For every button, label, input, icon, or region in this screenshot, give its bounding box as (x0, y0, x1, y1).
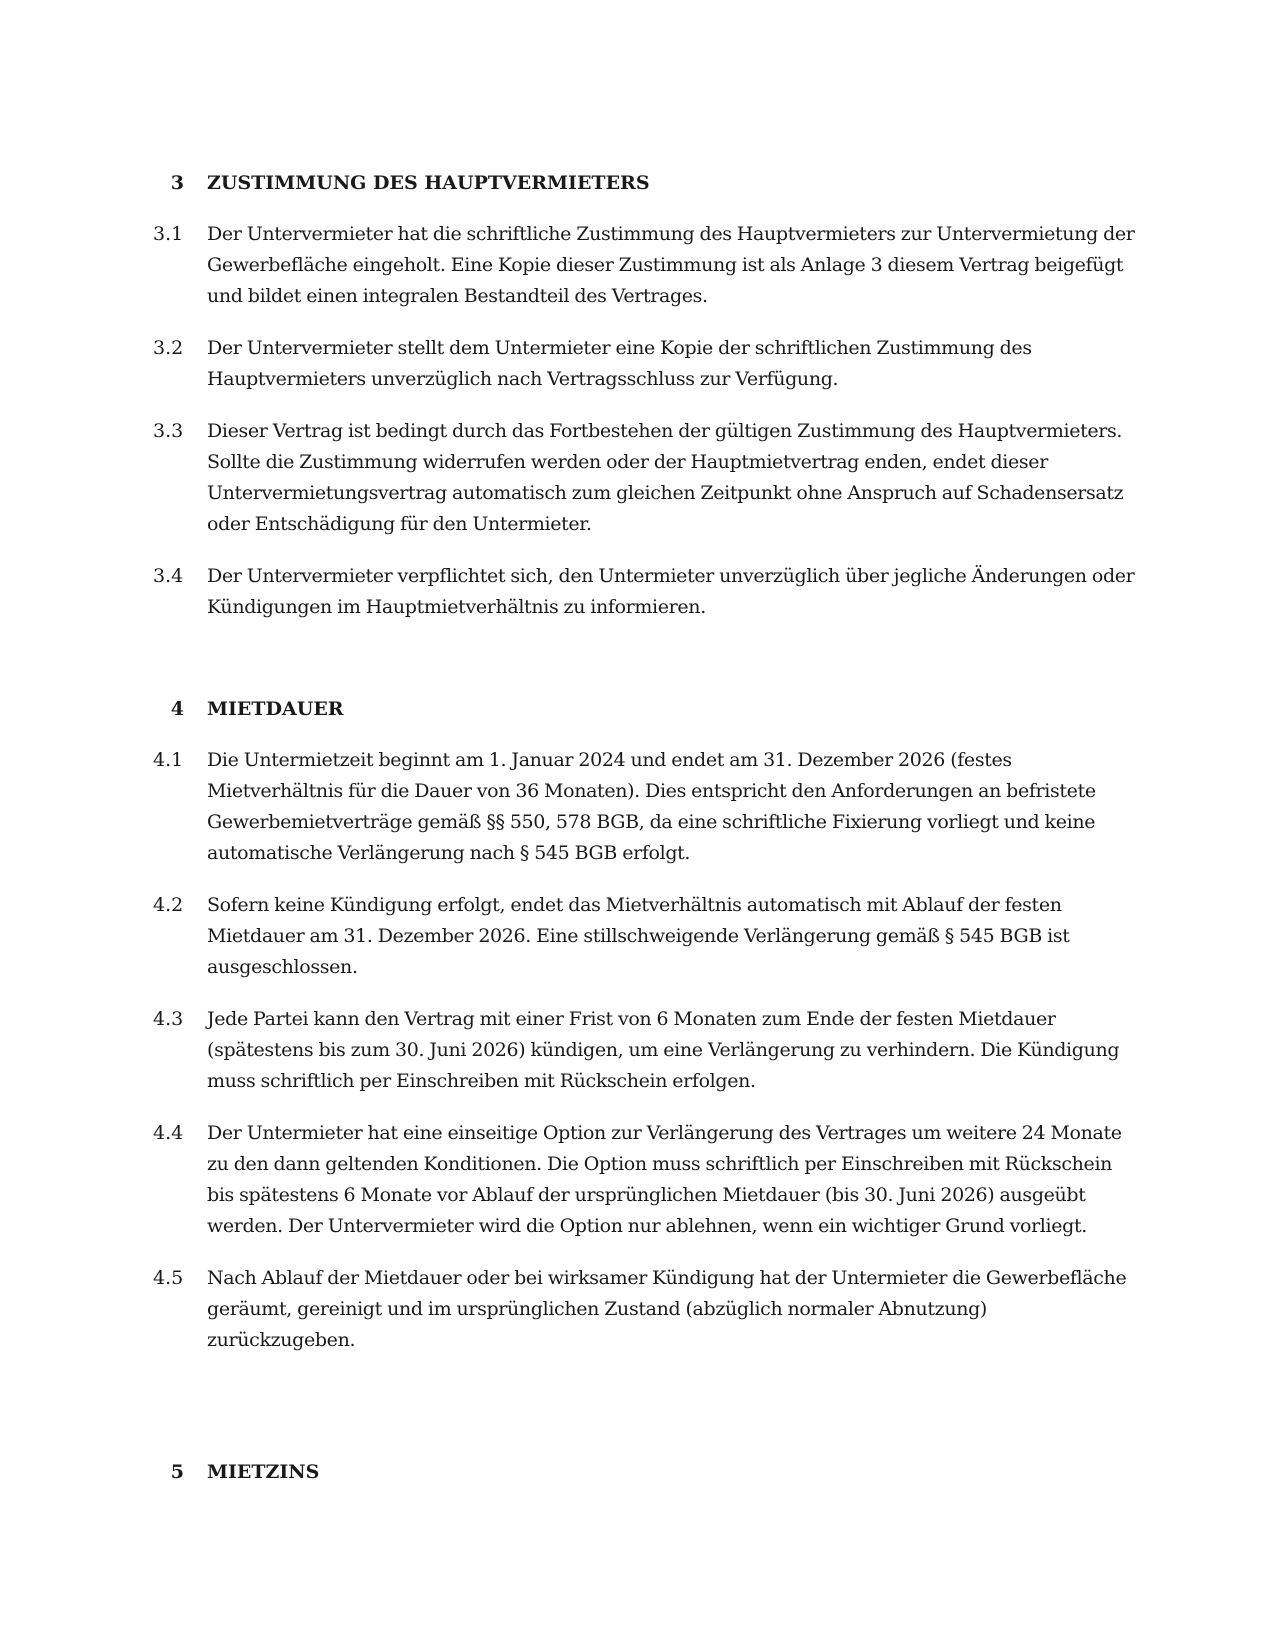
clause-text: Der Untervermieter verpflichtet sich, den Untermieter unverzüglich über jegliche Änderungen oder Kündigungen im Hauptmietverhältnis zu informieren. (207, 565, 1135, 618)
clause-text: Jede Partei kann den Vertrag mit einer Frist von 6 Monaten zum Ende der festen Mietdauer (spätestens bis zum 30. Juni 2026) kündigen, um eine Verlängerung zu verhindern. Die Kündigung muss schriftlich per Einschreiben mit Rückschein erfolgen. (207, 1008, 1120, 1092)
clause-number: 4.5 (153, 1267, 184, 1289)
clause-4-3 (0, 1004, 1275, 1097)
clause-text: Die Untermietzeit beginnt am 1. Januar 2024 und endet am 31. Dezember 2026 (festes Mietverhältnis für die Dauer von 36 Monaten). Dies entspricht den Anforderungen an befristete Gewerbemietverträge gemäß §§ 550, 578 BGB, da eine schriftliche Fixierung vorliegt und keine automatische Verlängerung nach § 545 BGB erfolgt. (207, 749, 1096, 864)
clause-4-5 (0, 1263, 1275, 1356)
section-heading (0, 694, 1275, 724)
clause-text: Der Untermieter hat eine einseitige Option zur Verlängerung des Vertrages um weitere 24 Monate zu den dann geltenden Konditionen. Die Option muss schriftlich per Einschreiben mit Rückschein bis spätestens 6 Monate vor Ablauf der ursprünglichen Mietdauer (bis 30. Juni 2026) ausgeübt werden. Der Untervermieter wird die Option nur ablehnen, wenn ein wichtiger Grund vorliegt. (207, 1122, 1122, 1237)
clause-number: 4.1 (153, 749, 184, 771)
clause-3-1 (0, 219, 1275, 312)
clause-text: Sofern keine Kündigung erfolgt, endet das Mietverhältnis automatisch mit Ablauf der festen Mietdauer am 31. Dezember 2026. Eine stillschweigende Verlängerung gemäß § 545 BGB ist ausgeschlossen. (207, 894, 1070, 978)
section-4 (0, 694, 1275, 1356)
section-heading (0, 1457, 1275, 1487)
section-number: 5 (170, 1461, 184, 1483)
clause-text: Der Untervermieter stellt dem Untermieter eine Kopie der schriftlichen Zustimmung des Hauptvermieters unverzüglich nach Vertragsschluss zur Verfügung. (207, 337, 1032, 390)
section-title: ZUSTIMMUNG DES HAUPTVERMIETERS (207, 172, 650, 194)
clause-3-2 (0, 333, 1275, 395)
section-number: 3 (170, 172, 184, 194)
clause-number: 3.2 (153, 337, 184, 359)
clause-3-3 (0, 416, 1275, 540)
clause-4-4 (0, 1118, 1275, 1242)
clause-number: 3.3 (153, 420, 184, 442)
clause-4-2 (0, 890, 1275, 983)
clause-text: Nach Ablauf der Mietdauer oder bei wirksamer Kündigung hat der Untermieter die Gewerbefläche geräumt, gereinigt und im ursprünglichen Zustand (abzüglich normaler Abnutzung) zurückzugeben. (207, 1267, 1127, 1351)
clause-text: Der Untervermieter hat die schriftliche Zustimmung des Hauptvermieters zur Untervermietung der Gewerbefläche eingeholt. Eine Kopie dieser Zustimmung ist als Anlage 3 diesem Vertrag beigefügt und bildet einen integralen Bestandteil des Vertrages. (207, 223, 1135, 307)
clause-number: 4.4 (153, 1122, 184, 1144)
section-3 (0, 168, 1275, 623)
clause-number: 3.1 (153, 223, 184, 245)
section-5 (0, 1457, 1275, 1487)
clause-number: 3.4 (153, 565, 184, 587)
section-heading (0, 168, 1275, 198)
section-number: 4 (170, 698, 184, 720)
clause-text: Dieser Vertrag ist bedingt durch das Fortbestehen der gültigen Zustimmung des Hauptvermieters. Sollte die Zustimmung widerrufen werden oder der Hauptmietvertrag enden, endet dieser Untervermietungsvertrag automatisch zum gleichen Zeitpunkt ohne Anspruch auf Schadensersatz oder Entschädigung für den Untermieter. (207, 420, 1124, 535)
clause-4-1 (0, 745, 1275, 869)
clause-number: 4.3 (153, 1008, 184, 1030)
section-title: MIETZINS (207, 1461, 320, 1483)
clause-3-4 (0, 561, 1275, 623)
clause-number: 4.2 (153, 894, 184, 916)
section-title: MIETDAUER (207, 698, 344, 720)
